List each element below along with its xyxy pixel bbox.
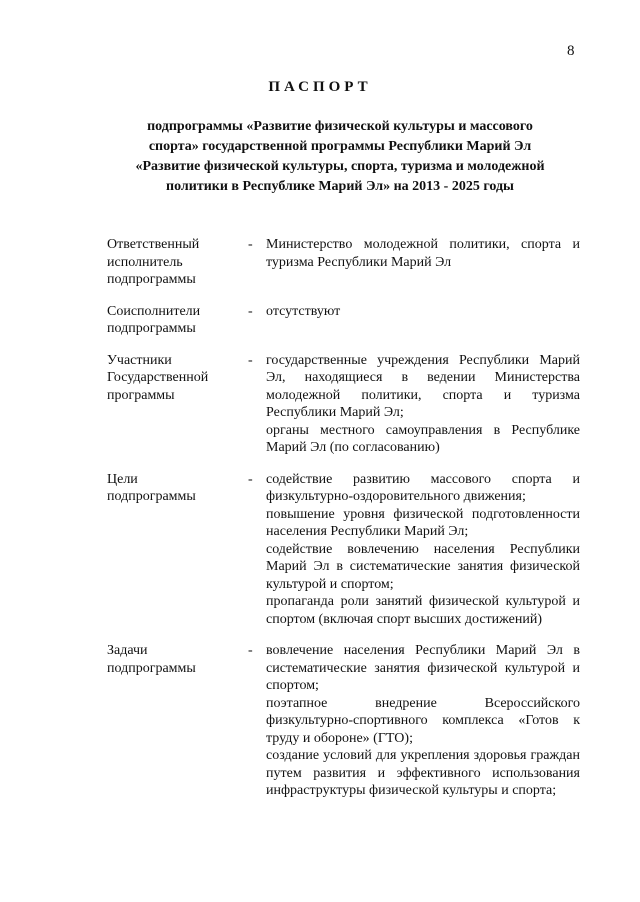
row-label bbox=[107, 642, 248, 800]
row-text bbox=[266, 303, 580, 338]
row-label bbox=[107, 471, 248, 629]
row-text bbox=[266, 236, 580, 289]
row-dash: - bbox=[248, 237, 253, 252]
page-number: 8 bbox=[567, 43, 575, 59]
row-text bbox=[266, 471, 580, 629]
row-text-item: содействие развитию массового спорта и физкультурно-оздоровительного движения; bbox=[266, 471, 580, 504]
row-text bbox=[266, 642, 580, 800]
row-text-item: органы местного самоуправления в Республике Марий Эл (по согласованию) bbox=[266, 422, 580, 455]
row-text-item: пропаганда роли занятий физической культурой и спортом (включая спорт высших достижений) bbox=[266, 594, 580, 627]
row-label-line: программы bbox=[107, 387, 175, 403]
document-subtitle bbox=[100, 117, 580, 197]
passport-row-responsible bbox=[107, 236, 580, 289]
subtitle-line: спорта» государственной программы Республики Марий Эл bbox=[148, 139, 532, 154]
row-label-line: Задачи bbox=[107, 643, 148, 658]
row-label-line: Соисполнители bbox=[107, 303, 201, 319]
passport-row-goals bbox=[107, 471, 580, 629]
row-dash: - bbox=[248, 643, 253, 658]
subtitle-line: политики в Республике Марий Эл» на 2013 - 2025 годы bbox=[166, 179, 514, 194]
row-label-line: Цели bbox=[107, 471, 138, 487]
row-label-line: Ответственный bbox=[107, 237, 200, 252]
passport-row-coexecutors bbox=[107, 303, 580, 338]
passport-row-participants bbox=[107, 352, 580, 457]
row-label-line: Участники bbox=[107, 352, 172, 368]
document-title: ПАСПОРТ bbox=[268, 79, 372, 95]
row-text-item: создание условий для укрепления здоровья граждан путем развития и эффективного использования инфраструктуры физической культуры и спорта; bbox=[266, 748, 580, 798]
row-label-line: исполнитель bbox=[107, 254, 183, 270]
row-dash: - bbox=[248, 352, 253, 368]
row-label-line: подпрограммы bbox=[107, 272, 196, 287]
row-dash: - bbox=[248, 471, 253, 487]
row-text-item: вовлечение населения Республики Марий Эл в систематические занятия физической культурой и спортом; bbox=[266, 643, 580, 693]
row-label-line: подпрограммы bbox=[107, 660, 196, 676]
row-label-line: подпрограммы bbox=[107, 489, 196, 504]
row-dash: - bbox=[248, 303, 253, 319]
row-label-line: подпрограммы bbox=[107, 321, 196, 336]
row-label bbox=[107, 352, 248, 457]
passport-row-tasks bbox=[107, 642, 580, 800]
row-text-item: поэтапное внедрение Всероссийского физкультурно-спортивного комплекса «Готов к труду и обороне» (ГТО); bbox=[266, 695, 580, 746]
row-text-item: содействие вовлечению населения Республики Марий Эл в систематические занятия физической культурой и спортом; bbox=[266, 541, 580, 592]
row-text-item: повышение уровня физической подготовленности населения Республики Марий Эл; bbox=[266, 506, 580, 539]
subtitle-line: подпрограммы «Развитие физической культуры и массового bbox=[147, 119, 533, 134]
row-text-item: отсутствуют bbox=[266, 303, 341, 319]
row-label bbox=[107, 303, 248, 338]
row-text-item: Министерство молодежной политики, спорта и туризма Республики Марий Эл bbox=[266, 237, 580, 270]
row-label-line: Государственной bbox=[107, 370, 209, 385]
passport-table bbox=[107, 236, 580, 814]
row-text bbox=[266, 352, 580, 457]
row-text-item: государственные учреждения Республики Марий Эл, находящиеся в ведении Министерства молодежной политики, спорта и туризма Республики Марий Эл; bbox=[266, 352, 580, 420]
row-label bbox=[107, 236, 248, 289]
subtitle-line: «Развитие физической культуры, спорта, туризма и молодежной bbox=[135, 159, 545, 174]
